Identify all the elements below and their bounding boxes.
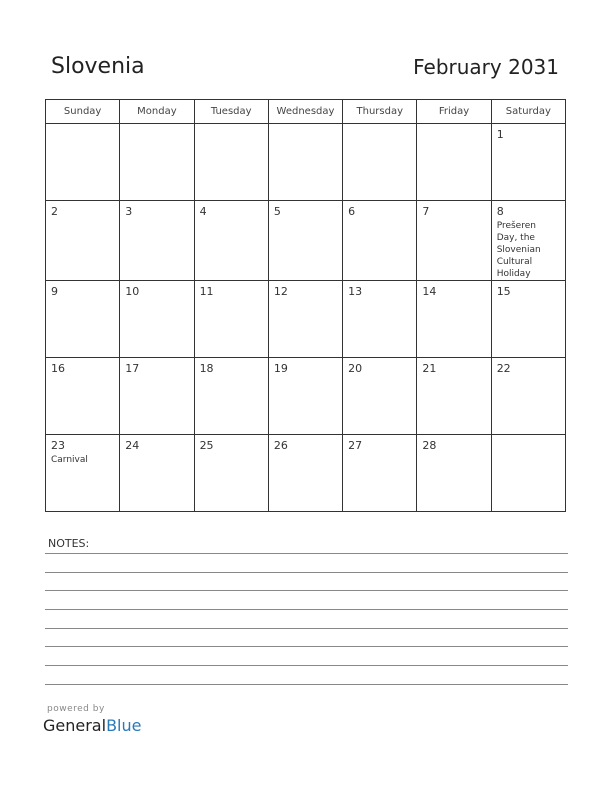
- day-cell[interactable]: [46, 435, 120, 512]
- day-cell[interactable]: [417, 358, 491, 435]
- week-row: [46, 201, 566, 281]
- powered-by-label: powered by: [47, 704, 105, 714]
- day-number: 21: [422, 362, 437, 375]
- day-number: 8: [496, 205, 504, 218]
- day-cell[interactable]: [46, 124, 120, 201]
- day-cell[interactable]: [417, 124, 491, 201]
- day-number: 14: [422, 285, 437, 298]
- weekday-sunday: Sunday: [46, 100, 120, 124]
- weekday-monday: Monday: [120, 100, 194, 124]
- day-number: 18: [199, 362, 214, 375]
- day-number: 2: [51, 205, 58, 218]
- day-number: 24: [125, 439, 140, 452]
- day-number: 5: [273, 205, 281, 218]
- note-line: [45, 646, 568, 647]
- notes-label: NOTES:: [48, 537, 90, 550]
- note-line: [45, 590, 568, 591]
- week-row: [46, 435, 566, 512]
- holiday-label: Prešeren Day, the Slovenian Cultural Holiday: [496, 221, 541, 279]
- day-number: 6: [348, 205, 356, 218]
- week-row: [46, 124, 566, 201]
- day-cell[interactable]: [491, 435, 565, 512]
- day-cell[interactable]: [491, 358, 565, 435]
- day-number: 28: [422, 439, 437, 452]
- day-cell[interactable]: [46, 358, 120, 435]
- day-cell[interactable]: [120, 124, 194, 201]
- day-cell[interactable]: [268, 358, 342, 435]
- day-number: 12: [273, 285, 288, 298]
- day-cell[interactable]: [417, 201, 491, 281]
- day-number: 17: [125, 362, 140, 375]
- brand-general: General: [43, 716, 107, 735]
- day-cell[interactable]: [120, 435, 194, 512]
- day-number: 3: [125, 205, 133, 218]
- day-cell[interactable]: [343, 358, 417, 435]
- weekday-friday: Friday: [417, 100, 491, 124]
- day-cell[interactable]: [46, 201, 120, 281]
- day-cell[interactable]: [120, 201, 194, 281]
- weekday-saturday: Saturday: [491, 100, 565, 124]
- day-number: 4: [199, 205, 207, 218]
- weekday-tuesday: Tuesday: [194, 100, 268, 124]
- day-cell[interactable]: [491, 124, 565, 201]
- day-number: 23: [51, 439, 65, 452]
- day-cell[interactable]: [46, 281, 120, 358]
- day-number: 11: [199, 285, 214, 298]
- day-cell[interactable]: [491, 201, 565, 281]
- day-number: 22: [496, 362, 511, 375]
- day-number: 25: [199, 439, 214, 452]
- day-cell[interactable]: [268, 124, 342, 201]
- day-cell[interactable]: [268, 435, 342, 512]
- day-number: 9: [51, 285, 58, 298]
- day-number: 10: [125, 285, 140, 298]
- day-cell[interactable]: [417, 435, 491, 512]
- day-number: 16: [51, 362, 65, 375]
- day-cell[interactable]: [194, 281, 268, 358]
- day-cell[interactable]: [343, 435, 417, 512]
- note-line: [45, 553, 568, 554]
- day-cell[interactable]: [268, 201, 342, 281]
- note-line: [45, 665, 568, 666]
- day-number: 27: [348, 439, 363, 452]
- week-row: [46, 281, 566, 358]
- day-cell[interactable]: [194, 124, 268, 201]
- weekday-header-row: [46, 100, 566, 124]
- week-row: [46, 358, 566, 435]
- day-cell[interactable]: [268, 281, 342, 358]
- day-number: 1: [496, 128, 504, 141]
- month-year-title: February 2031: [413, 55, 559, 79]
- calendar-grid: [45, 99, 566, 512]
- note-line: [45, 609, 568, 610]
- note-line: [45, 628, 568, 629]
- day-cell[interactable]: [417, 281, 491, 358]
- brand-logo[interactable]: [43, 716, 141, 735]
- day-number: 7: [422, 205, 430, 218]
- day-cell[interactable]: [343, 201, 417, 281]
- holiday-label: Carnival: [51, 455, 88, 465]
- day-cell[interactable]: [194, 358, 268, 435]
- day-cell[interactable]: [194, 201, 268, 281]
- day-number: 15: [496, 285, 511, 298]
- day-number: 13: [348, 285, 363, 298]
- day-number: 20: [348, 362, 363, 375]
- day-number: 19: [273, 362, 288, 375]
- note-line: [45, 572, 568, 573]
- day-cell[interactable]: [343, 124, 417, 201]
- day-cell[interactable]: [120, 358, 194, 435]
- brand-blue: Blue: [106, 716, 142, 735]
- day-cell[interactable]: [120, 281, 194, 358]
- weekday-thursday: Thursday: [343, 100, 417, 124]
- day-cell[interactable]: [194, 435, 268, 512]
- note-line: [45, 684, 568, 685]
- day-cell[interactable]: [343, 281, 417, 358]
- day-cell[interactable]: [491, 281, 565, 358]
- country-title: Slovenia: [51, 54, 145, 79]
- day-number: 26: [273, 439, 288, 452]
- weekday-wednesday: Wednesday: [268, 100, 342, 124]
